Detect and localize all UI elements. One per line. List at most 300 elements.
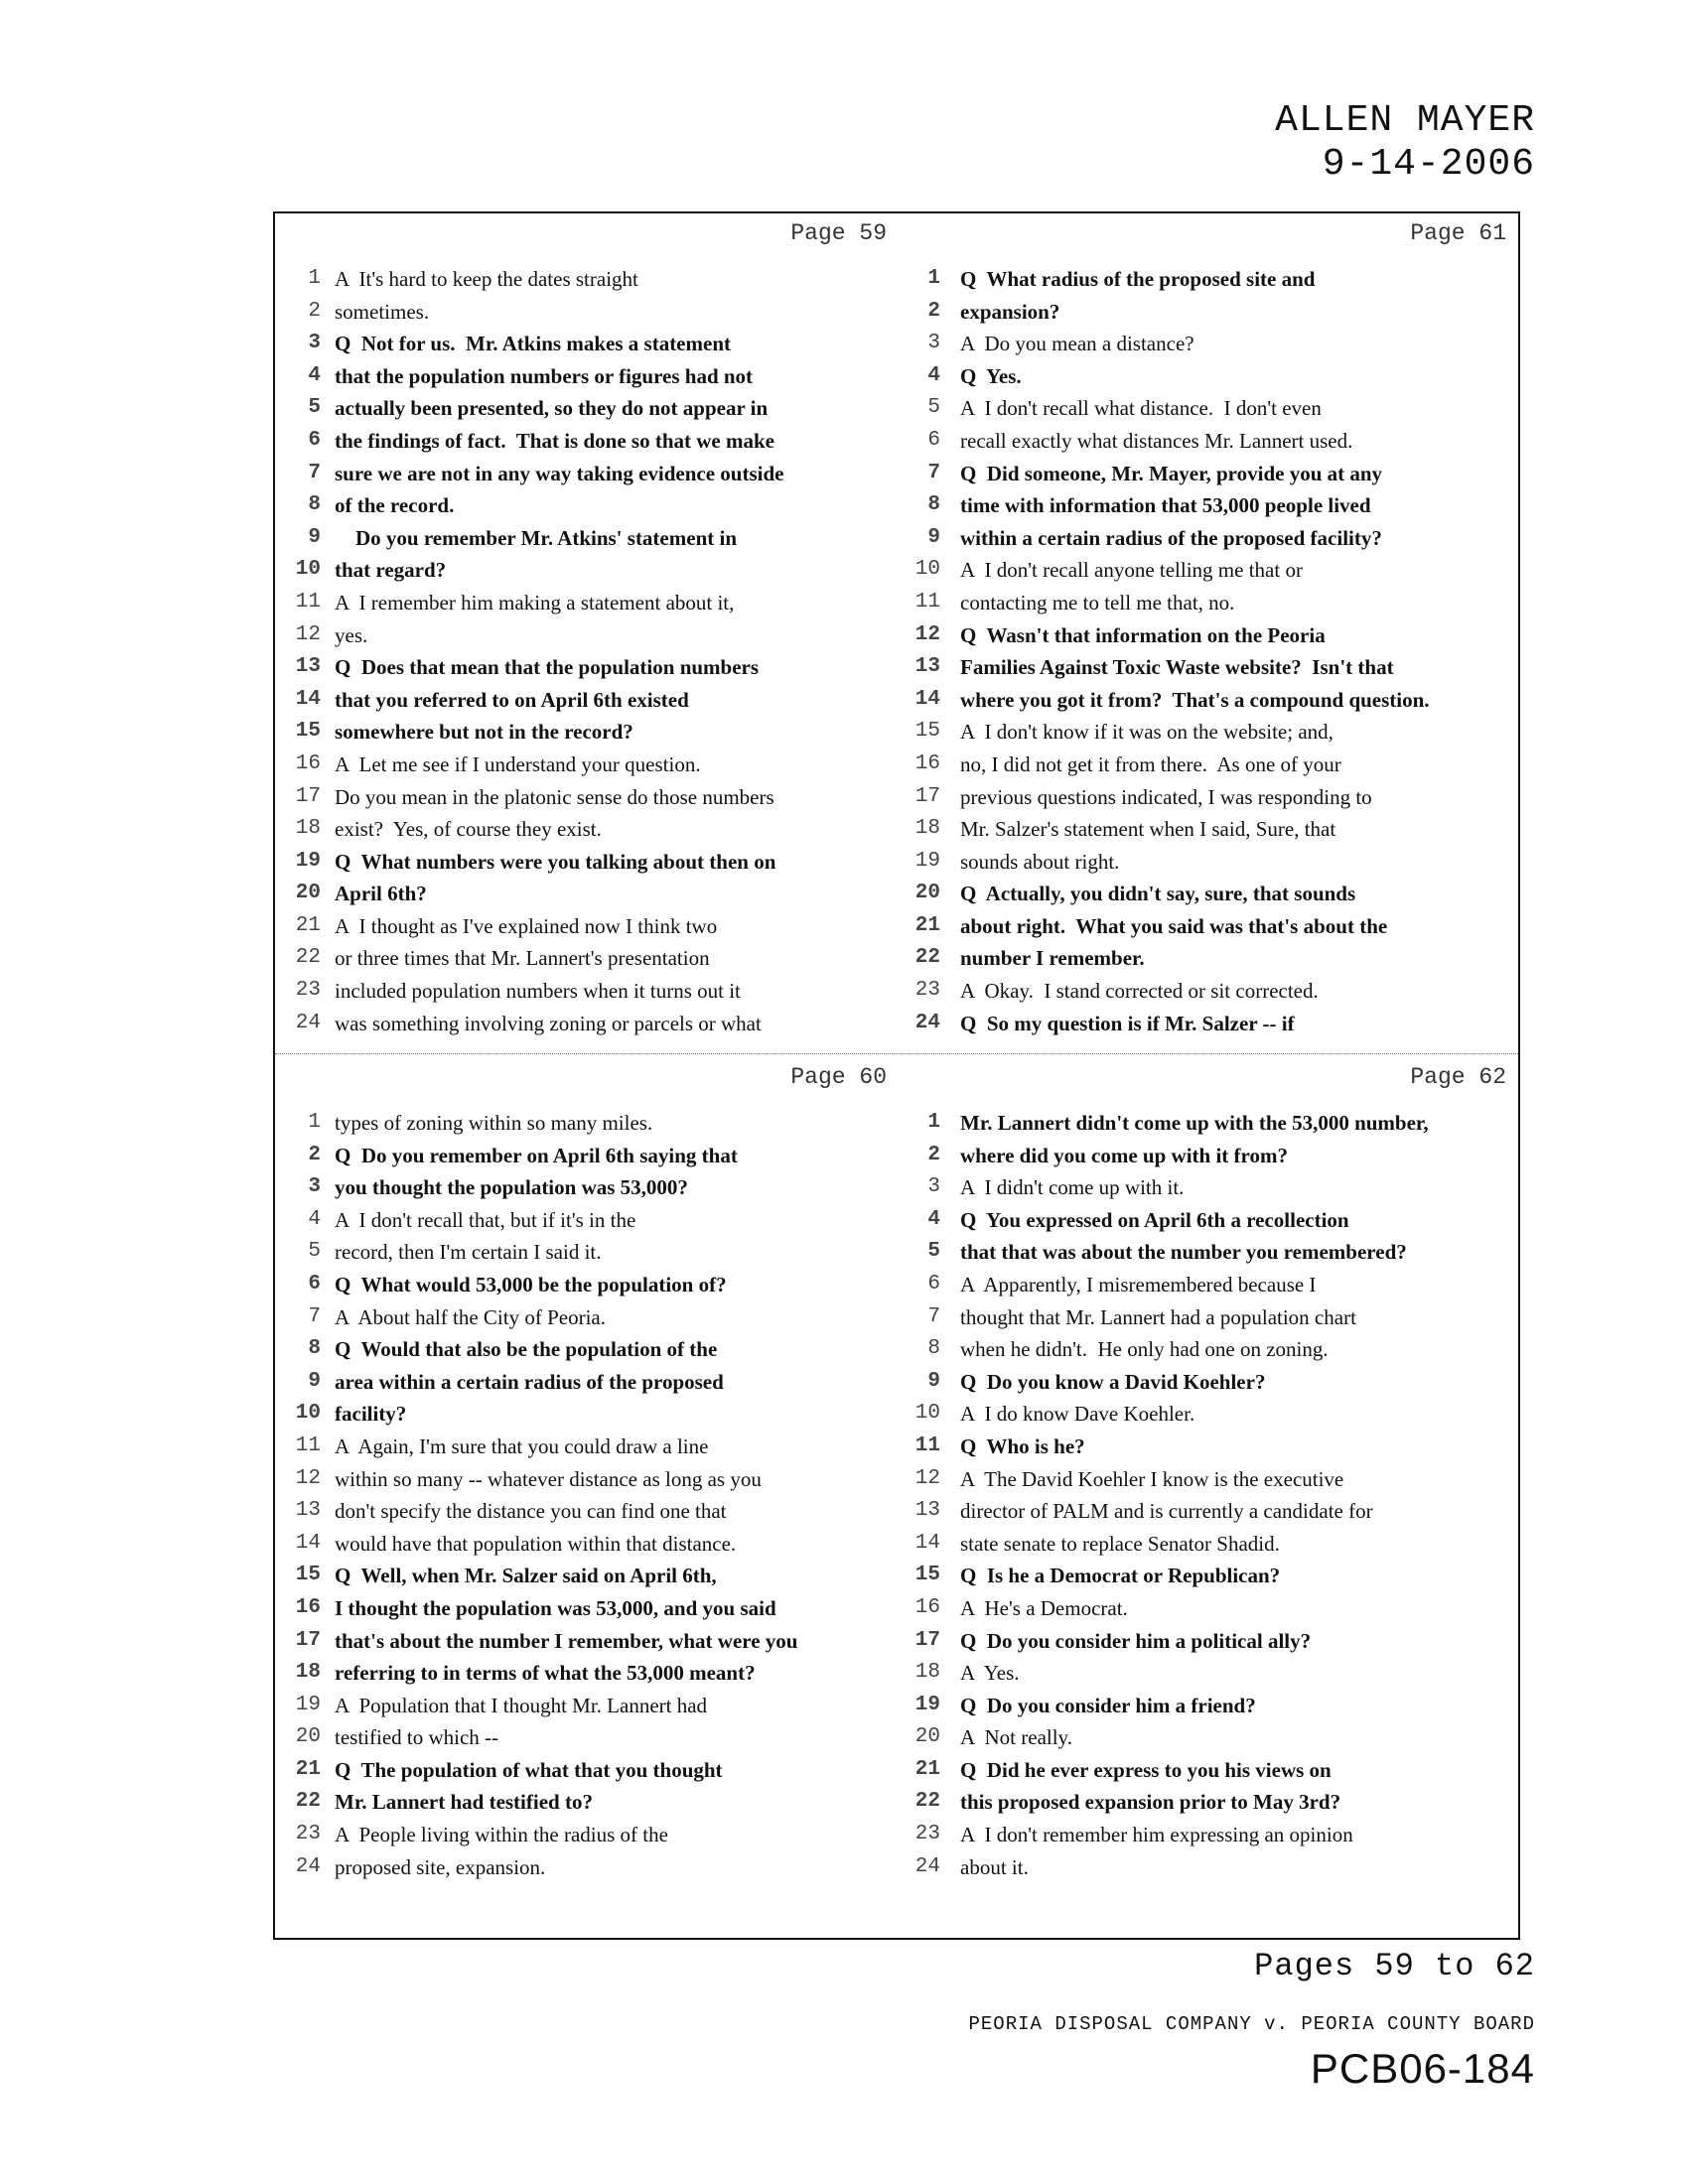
- line-text: Q The population of what that you thought: [335, 1757, 723, 1782]
- line-number: 9: [308, 1369, 321, 1393]
- transcript-line: [275, 392, 897, 425]
- line-text: A Okay. I stand corrected or sit corrected.: [960, 979, 1319, 1004]
- line-number: 6: [308, 428, 321, 452]
- transcript-line: [901, 392, 1522, 425]
- line-text: A I don't recall anyone telling me that or: [960, 558, 1303, 583]
- line-text: Q Did he ever express to you his views on: [960, 1757, 1332, 1782]
- transcript-line: [901, 1140, 1522, 1172]
- page-panel-59: [275, 213, 897, 1039]
- page-lines: [275, 1107, 897, 1883]
- line-number: 2: [308, 1143, 321, 1166]
- line-number: 4: [308, 363, 321, 387]
- line-text: this proposed expansion prior to May 3rd?: [960, 1790, 1341, 1815]
- case-number: PCB06-184: [1310, 2045, 1535, 2092]
- line-text: Do you remember Mr. Atkins' statement in: [335, 525, 737, 550]
- line-text: A I don't recall what distance. I don't even: [960, 396, 1322, 421]
- transcript-line: [275, 1754, 897, 1787]
- line-number: 19: [295, 849, 321, 873]
- line-text: referring to in terms of what the 53,000 meant?: [335, 1661, 756, 1686]
- transcript-line: [275, 813, 897, 846]
- line-number: 3: [927, 1175, 940, 1199]
- transcript-line: [275, 1008, 897, 1040]
- line-number: 24: [295, 1854, 321, 1878]
- line-text: that's about the number I remember, what were you: [335, 1628, 798, 1653]
- transcript-line: [275, 846, 897, 879]
- transcript-line: [275, 1657, 897, 1690]
- line-number: 16: [914, 751, 940, 775]
- transcript-line: [901, 1008, 1522, 1040]
- transcript-line: [901, 296, 1522, 329]
- line-text: Q You expressed on April 6th a recollection: [960, 1207, 1349, 1232]
- transcript-line: [901, 1560, 1522, 1592]
- page-lines: [901, 1107, 1522, 1883]
- line-number: 4: [927, 1207, 940, 1231]
- line-number: 10: [914, 1402, 940, 1426]
- transcript-line: [901, 1431, 1522, 1463]
- line-number: 15: [295, 1564, 321, 1587]
- line-text: about right. What you said was that's about the: [960, 913, 1388, 938]
- transcript-line: [901, 1204, 1522, 1237]
- transcript-line: [275, 458, 897, 490]
- line-number: 12: [295, 622, 321, 646]
- line-text: types of zoning within so many miles.: [335, 1111, 653, 1135]
- line-text: sounds about right.: [960, 849, 1120, 874]
- transcript-line: [901, 1625, 1522, 1658]
- line-text: you thought the population was 53,000?: [335, 1175, 688, 1200]
- transcript-line: [275, 1851, 897, 1884]
- transcript-line: [275, 1301, 897, 1334]
- transcript-line: [901, 813, 1522, 846]
- transcript-line: [275, 1528, 897, 1561]
- transcript-line: [901, 1236, 1522, 1269]
- line-text: of the record.: [335, 493, 455, 518]
- line-text: A Population that I thought Mr. Lannert had: [335, 1693, 708, 1717]
- transcript-line: [901, 1657, 1522, 1690]
- line-text: Q Not for us. Mr. Atkins makes a statement: [335, 332, 731, 356]
- line-number: 16: [295, 1595, 321, 1619]
- line-text: actually been presented, so they do not appear in: [335, 396, 769, 421]
- transcript-line: [275, 1721, 897, 1754]
- line-number: 22: [914, 946, 940, 970]
- line-text: when he didn't. He only had one on zoning.: [960, 1337, 1329, 1362]
- transcript-line: [901, 1819, 1522, 1851]
- line-text: A Let me see if I understand your question.: [335, 751, 701, 776]
- line-number: 11: [914, 590, 940, 614]
- line-number: 5: [927, 1240, 940, 1264]
- line-number: 8: [927, 1337, 940, 1361]
- line-number: 22: [295, 1790, 321, 1814]
- line-number: 14: [295, 1531, 321, 1555]
- line-number: 18: [914, 817, 940, 841]
- deposition-date: 9-14-2006: [1322, 143, 1535, 186]
- line-text: contacting me to tell me that, no.: [960, 590, 1235, 614]
- line-number: 5: [927, 396, 940, 420]
- line-text: thought that Mr. Lannert had a population chart: [960, 1304, 1356, 1329]
- line-text: within so many -- whatever distance as long as you: [335, 1466, 762, 1491]
- line-number: 5: [308, 396, 321, 420]
- transcript-line: [275, 1171, 897, 1204]
- line-number: 4: [927, 363, 940, 387]
- transcript-line: [275, 942, 897, 975]
- transcript-line: [275, 1560, 897, 1592]
- line-text: A About half the City of Peoria.: [335, 1304, 606, 1329]
- transcript-line: [275, 1431, 897, 1463]
- line-text: the findings of fact. That is done so that we make: [335, 428, 774, 453]
- transcript-frame: [273, 211, 1520, 1940]
- transcript-line: [901, 1107, 1522, 1140]
- page-label: Page 61: [1410, 220, 1506, 246]
- line-number: 11: [295, 1433, 321, 1457]
- line-text: A I don't remember him expressing an opinion: [960, 1823, 1353, 1847]
- line-number: 19: [295, 1693, 321, 1716]
- transcript-line: [901, 1592, 1522, 1625]
- line-text: A I thought as I've explained now I think two: [335, 913, 718, 938]
- transcript-line: [275, 425, 897, 458]
- line-number: 23: [295, 979, 321, 1003]
- line-number: 15: [914, 720, 940, 744]
- line-text: A I do know Dave Koehler.: [960, 1402, 1195, 1427]
- line-text: Q Well, when Mr. Salzer said on April 6th,: [335, 1564, 717, 1588]
- line-number: 11: [295, 590, 321, 614]
- transcript-line: [901, 749, 1522, 781]
- transcript-line: [275, 296, 897, 329]
- line-number: 15: [914, 1564, 940, 1587]
- line-text: sure we are not in any way taking evidence outside: [335, 461, 784, 485]
- line-text: that that was about the number you remembered?: [960, 1240, 1407, 1265]
- line-text: director of PALM and is currently a candidate for: [960, 1499, 1373, 1524]
- transcript-line: [901, 878, 1522, 910]
- line-number: 10: [295, 558, 321, 582]
- transcript-line: [275, 975, 897, 1008]
- line-text: yes.: [335, 622, 368, 647]
- line-number: 6: [308, 1272, 321, 1296]
- line-text: don't specify the distance you can find one that: [335, 1499, 727, 1524]
- transcript-line: [275, 619, 897, 652]
- line-number: 14: [295, 687, 321, 711]
- line-number: 2: [308, 299, 321, 323]
- line-number: 8: [308, 493, 321, 517]
- transcript-line: [275, 587, 897, 619]
- line-number: 20: [295, 1725, 321, 1749]
- line-number: 17: [295, 784, 321, 808]
- line-number: 20: [914, 1725, 940, 1749]
- line-number: 19: [914, 849, 940, 873]
- line-number: 9: [927, 525, 940, 549]
- line-number: 21: [914, 913, 940, 937]
- transcript-line: [275, 522, 897, 555]
- transcript-line: [275, 1690, 897, 1722]
- transcript-line: [901, 1721, 1522, 1754]
- line-text: where did you come up with it from?: [960, 1143, 1288, 1167]
- transcript-line: [901, 975, 1522, 1008]
- line-number: 19: [914, 1693, 940, 1716]
- transcript-line: [275, 651, 897, 684]
- line-number: 18: [295, 817, 321, 841]
- transcript-line: [901, 1528, 1522, 1561]
- line-number: 6: [927, 428, 940, 452]
- case-title: PEORIA DISPOSAL COMPANY v. PEORIA COUNTY BOARD: [968, 2013, 1535, 2035]
- line-text: that the population numbers or figures had not: [335, 363, 754, 388]
- transcript-line: [901, 1366, 1522, 1399]
- line-number: 7: [308, 461, 321, 484]
- transcript-line: [901, 1301, 1522, 1334]
- line-number: 1: [927, 1111, 940, 1134]
- line-number: 3: [927, 332, 940, 355]
- line-number: 16: [295, 751, 321, 775]
- transcript-line: [901, 1463, 1522, 1496]
- line-text: testified to which --: [335, 1725, 499, 1750]
- line-text: somewhere but not in the record?: [335, 720, 633, 745]
- page-divider: [275, 1053, 1518, 1054]
- line-number: 24: [914, 1011, 940, 1034]
- line-text: A Yes.: [960, 1661, 1020, 1686]
- transcript-line: [275, 1333, 897, 1366]
- line-number: 22: [295, 946, 321, 970]
- line-text: A Do you mean a distance?: [960, 332, 1194, 356]
- line-text: that regard?: [335, 558, 447, 583]
- transcript-line: [901, 328, 1522, 360]
- line-number: 9: [927, 1369, 940, 1393]
- transcript-line: [901, 489, 1522, 522]
- transcript-line: [275, 684, 897, 717]
- transcript-line: [901, 522, 1522, 555]
- line-text: would have that population within that distance.: [335, 1531, 737, 1556]
- line-text: Mr. Lannert had testified to?: [335, 1790, 593, 1815]
- page-label: Page 60: [790, 1064, 887, 1090]
- pages-range: Pages 59 to 62: [1254, 1948, 1535, 1984]
- line-number: 17: [295, 1628, 321, 1652]
- line-text: Q Is he a Democrat or Republican?: [960, 1564, 1281, 1588]
- transcript-line: [901, 1495, 1522, 1528]
- transcript-line: [275, 878, 897, 910]
- line-text: Q What radius of the proposed site and: [960, 267, 1316, 291]
- transcript-line: [275, 1107, 897, 1140]
- line-number: 23: [914, 979, 940, 1003]
- line-text: A Apparently, I misremembered because I: [960, 1272, 1317, 1297]
- line-number: 6: [927, 1272, 940, 1296]
- line-text: where you got it from? That's a compound question.: [960, 687, 1430, 712]
- line-number: 7: [927, 461, 940, 484]
- line-text: time with information that 53,000 people lived: [960, 493, 1371, 518]
- line-number: 12: [914, 622, 940, 646]
- line-text: Q Do you consider him a political ally?: [960, 1628, 1312, 1653]
- line-number: 21: [914, 1757, 940, 1781]
- transcript-line: [275, 1236, 897, 1269]
- line-number: 21: [295, 1757, 321, 1781]
- line-text: about it.: [960, 1854, 1029, 1879]
- page-label: Page 62: [1410, 1064, 1506, 1090]
- line-text: sometimes.: [335, 299, 430, 324]
- line-text: Q Do you consider him a friend?: [960, 1693, 1256, 1717]
- line-text: state senate to replace Senator Shadid.: [960, 1531, 1280, 1556]
- line-number: 12: [914, 1466, 940, 1490]
- transcript-line: [275, 1463, 897, 1496]
- line-text: Q Who is he?: [960, 1433, 1085, 1458]
- line-text: included population numbers when it turns out it: [335, 979, 741, 1004]
- line-number: 21: [295, 913, 321, 937]
- line-number: 13: [295, 655, 321, 679]
- transcript-line: [275, 554, 897, 587]
- transcript-line: [901, 942, 1522, 975]
- line-text: Do you mean in the platonic sense do those numbers: [335, 784, 774, 809]
- transcript-line: [901, 651, 1522, 684]
- line-text: Q Did someone, Mr. Mayer, provide you at any: [960, 461, 1383, 485]
- line-number: 17: [914, 1628, 940, 1652]
- page-lines: [901, 263, 1522, 1039]
- line-text: Q Actually, you didn't say, sure, that sounds: [960, 882, 1356, 906]
- line-text: A He's a Democrat.: [960, 1595, 1128, 1620]
- line-text: Q Wasn't that information on the Peoria: [960, 622, 1326, 647]
- line-text: that you referred to on April 6th existed: [335, 687, 689, 712]
- transcript-line: [901, 1269, 1522, 1301]
- line-text: A The David Koehler I know is the executive: [960, 1466, 1344, 1491]
- line-text: Q What numbers were you talking about then on: [335, 849, 776, 874]
- transcript-line: [275, 1786, 897, 1819]
- line-number: 5: [308, 1240, 321, 1264]
- line-text: A Again, I'm sure that you could draw a line: [335, 1433, 709, 1458]
- line-text: A I remember him making a statement about it,: [335, 590, 735, 614]
- transcript-line: [901, 1754, 1522, 1787]
- line-number: 1: [308, 267, 321, 290]
- transcript-line: [901, 846, 1522, 879]
- line-text: Q Would that also be the population of the: [335, 1337, 718, 1362]
- transcript-line: [901, 1690, 1522, 1722]
- line-text: I thought the population was 53,000, and you said: [335, 1595, 776, 1620]
- line-text: Q Do you know a David Koehler?: [960, 1369, 1266, 1394]
- line-text: or three times that Mr. Lannert's presentation: [335, 946, 710, 971]
- transcript-line: [901, 1786, 1522, 1819]
- line-number: 24: [295, 1011, 321, 1034]
- line-text: was something involving zoning or parcels or what: [335, 1011, 762, 1035]
- transcript-line: [275, 1269, 897, 1301]
- line-text: A I don't recall that, but if it's in the: [335, 1207, 636, 1232]
- line-number: 8: [927, 493, 940, 517]
- line-text: previous questions indicated, I was responding to: [960, 784, 1372, 809]
- transcript-line: [275, 1625, 897, 1658]
- line-number: 1: [308, 1111, 321, 1134]
- line-number: 23: [295, 1823, 321, 1846]
- transcript-line: [275, 1398, 897, 1431]
- page-panel-60: [275, 1057, 897, 1883]
- line-text: Mr. Lannert didn't come up with the 53,000 number,: [960, 1111, 1429, 1135]
- line-number: 14: [914, 1531, 940, 1555]
- transcript-line: [901, 425, 1522, 458]
- transcript-line: [275, 1140, 897, 1172]
- line-number: 7: [308, 1304, 321, 1328]
- line-number: 22: [914, 1790, 940, 1814]
- page-panel-61: [901, 213, 1522, 1039]
- line-text: area within a certain radius of the proposed: [335, 1369, 724, 1394]
- line-text: Q Does that mean that the population numbers: [335, 655, 760, 680]
- line-text: no, I did not get it from there. As one of your: [960, 751, 1341, 776]
- line-number: 3: [308, 1175, 321, 1199]
- line-text: Q So my question is if Mr. Salzer -- if: [960, 1011, 1295, 1035]
- transcript-line: [901, 1171, 1522, 1204]
- line-number: 1: [927, 267, 940, 290]
- line-number: 20: [295, 882, 321, 905]
- line-text: April 6th?: [335, 882, 427, 906]
- line-number: 7: [927, 1304, 940, 1328]
- page-panel-62: [901, 1057, 1522, 1883]
- line-number: 20: [914, 882, 940, 905]
- transcript-line: [275, 1819, 897, 1851]
- transcript-line: [901, 716, 1522, 749]
- transcript-line: [901, 554, 1522, 587]
- transcript-line: [901, 458, 1522, 490]
- line-text: Q What would 53,000 be the population of?: [335, 1272, 727, 1297]
- line-text: A It's hard to keep the dates straight: [335, 267, 638, 291]
- line-text: Families Against Toxic Waste website? Isn't that: [960, 655, 1394, 680]
- line-number: 3: [308, 332, 321, 355]
- line-number: 13: [914, 1499, 940, 1523]
- line-number: 8: [308, 1337, 321, 1361]
- line-number: 18: [295, 1661, 321, 1685]
- transcript-line: [275, 360, 897, 393]
- transcript-line: [275, 716, 897, 749]
- transcript-line: [275, 1204, 897, 1237]
- line-text: record, then I'm certain I said it.: [335, 1240, 602, 1265]
- line-number: 12: [295, 1466, 321, 1490]
- transcript-line: [275, 1592, 897, 1625]
- transcript-line: [901, 684, 1522, 717]
- line-text: recall exactly what distances Mr. Lannert used.: [960, 428, 1353, 453]
- line-number: 17: [914, 784, 940, 808]
- line-number: 18: [914, 1661, 940, 1685]
- line-number: 9: [308, 525, 321, 549]
- transcript-line: [901, 360, 1522, 393]
- line-number: 23: [914, 1823, 940, 1846]
- line-number: 10: [914, 558, 940, 582]
- line-number: 16: [914, 1595, 940, 1619]
- transcript-line: [275, 749, 897, 781]
- line-text: number I remember.: [960, 946, 1145, 971]
- line-number: 4: [308, 1207, 321, 1231]
- transcript-line: [901, 781, 1522, 814]
- line-number: 2: [927, 1143, 940, 1166]
- transcript-line: [275, 489, 897, 522]
- transcript-line: [275, 1495, 897, 1528]
- transcript-line: [901, 1333, 1522, 1366]
- line-number: 10: [295, 1402, 321, 1426]
- line-number: 15: [295, 720, 321, 744]
- line-number: 24: [914, 1854, 940, 1878]
- transcript-line: [901, 619, 1522, 652]
- line-number: 11: [914, 1433, 940, 1457]
- line-number: 2: [927, 299, 940, 323]
- transcript-line: [901, 910, 1522, 943]
- transcript-line: [275, 1366, 897, 1399]
- transcript-line: [275, 781, 897, 814]
- line-number: 13: [914, 655, 940, 679]
- line-text: Mr. Salzer's statement when I said, Sure, that: [960, 817, 1336, 842]
- line-text: Q Yes.: [960, 363, 1022, 388]
- transcript-line: [901, 263, 1522, 296]
- transcript-line: [275, 263, 897, 296]
- line-text: Q Do you remember on April 6th saying that: [335, 1143, 738, 1167]
- line-text: A I didn't come up with it.: [960, 1175, 1185, 1200]
- transcript-line: [901, 587, 1522, 619]
- deponent-name: ALLEN MAYER: [1275, 99, 1535, 142]
- line-text: proposed site, expansion.: [335, 1854, 546, 1879]
- line-number: 14: [914, 687, 940, 711]
- transcript-line: [901, 1398, 1522, 1431]
- transcript-line: [275, 910, 897, 943]
- line-text: within a certain radius of the proposed facility?: [960, 525, 1382, 550]
- line-text: facility?: [335, 1402, 407, 1427]
- transcript-line: [275, 328, 897, 360]
- page-label: Page 59: [790, 220, 887, 246]
- transcript-line: [901, 1851, 1522, 1884]
